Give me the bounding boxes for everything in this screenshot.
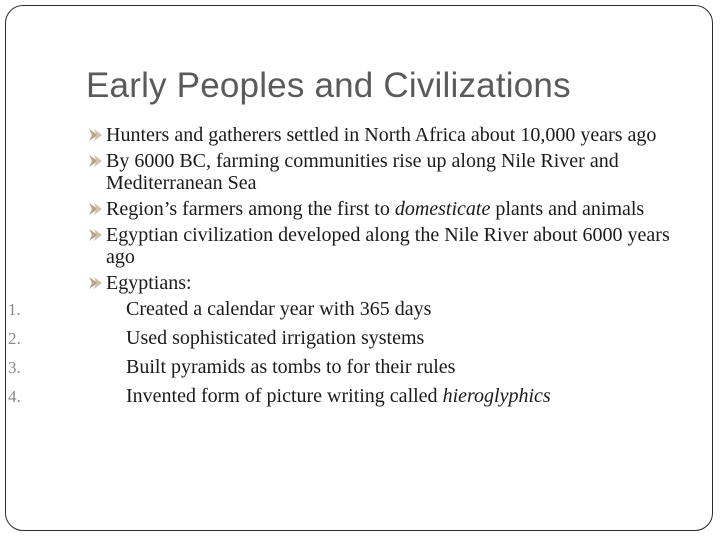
item-number: 3. <box>8 358 21 377</box>
bullet-item <box>86 150 696 194</box>
bullet-text: Egyptian civilization developed along the Nile River about 6000 years ago <box>106 224 670 268</box>
arrow-bullet-icon <box>87 200 103 218</box>
slide-frame <box>5 5 713 531</box>
bullet-text: By 6000 BC, farming communities rise up along Nile River and Mediterranean Sea <box>106 150 619 194</box>
bullet-text-start: Region’s farmers among the first to <box>106 198 395 220</box>
numbered-item <box>6 385 696 407</box>
bullet-text: Hunters and gatherers settled in North Africa about 10,000 years ago <box>106 124 657 146</box>
item-number: 2. <box>8 329 21 348</box>
emphasized-term: domesticate <box>394 198 491 220</box>
bullet-item <box>86 272 696 294</box>
bullet-item <box>86 124 696 146</box>
item-number: 1. <box>8 300 21 319</box>
numbered-text: Created a calendar year with 365 days <box>126 298 432 320</box>
arrow-bullet-icon <box>87 274 103 292</box>
numbered-item <box>6 298 696 320</box>
numbered-text-start: Invented form of picture writing called <box>126 385 443 407</box>
arrow-bullet-icon <box>87 152 103 170</box>
numbered-item <box>6 327 696 349</box>
numbered-text <box>126 385 551 407</box>
bullet-text <box>106 198 644 220</box>
arrow-bullet-icon <box>87 226 103 244</box>
arrow-bullet-icon <box>87 126 103 144</box>
bullet-item <box>86 198 696 220</box>
numbered-list <box>6 298 696 407</box>
numbered-text: Used sophisticated irrigation systems <box>126 327 425 349</box>
bullet-list <box>8 124 696 414</box>
item-number: 4. <box>8 387 21 406</box>
bullet-text: Egyptians: <box>106 272 192 294</box>
emphasized-term: hieroglyphics <box>442 385 551 407</box>
slide-title: Early Peoples and Civilizations <box>86 66 571 105</box>
bullet-item <box>86 224 696 268</box>
bullet-text-end: plants and animals <box>490 198 645 220</box>
numbered-text: Built pyramids as tombs to for their rules <box>126 356 456 378</box>
numbered-item <box>6 356 696 378</box>
